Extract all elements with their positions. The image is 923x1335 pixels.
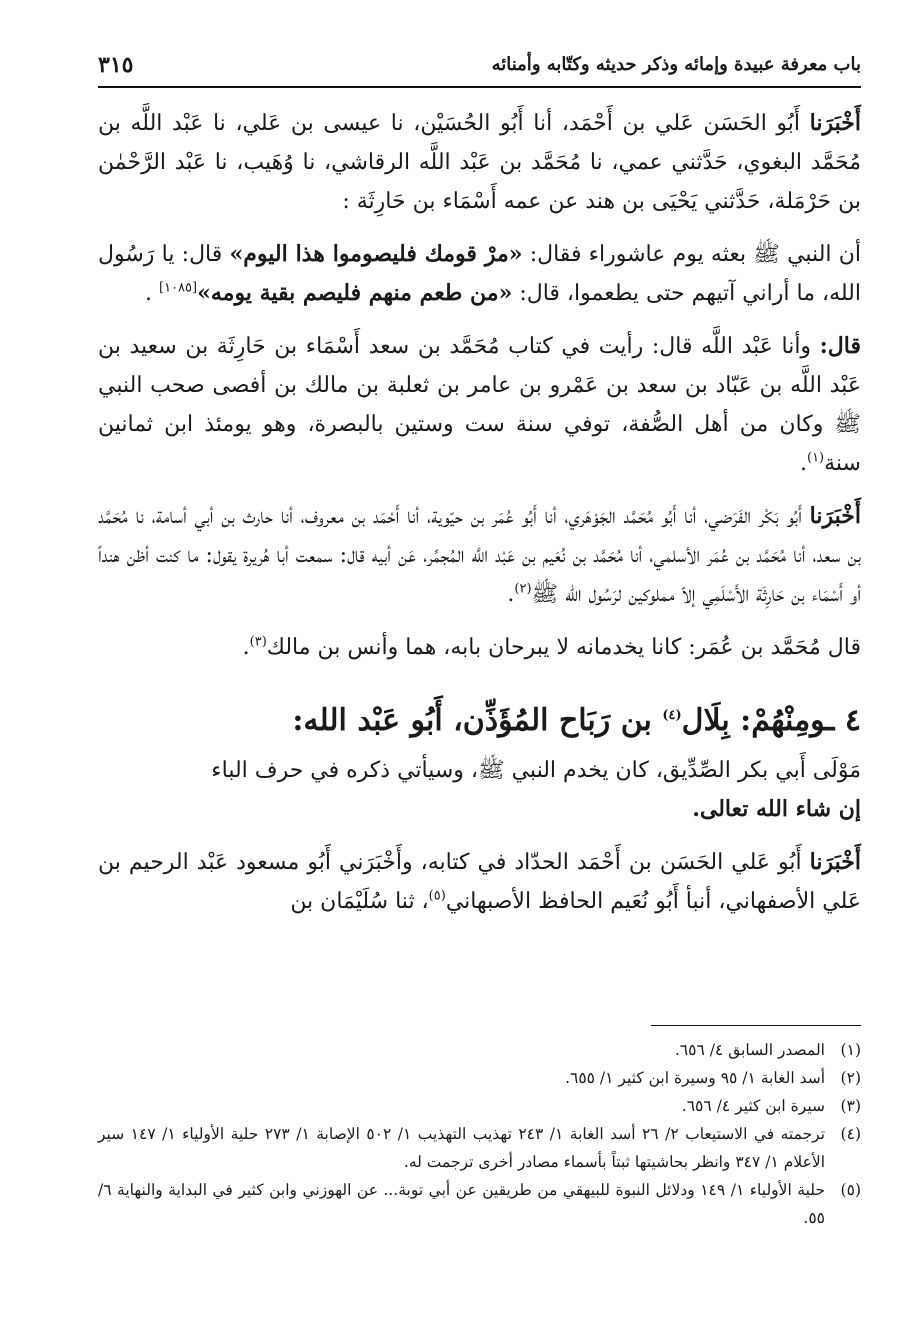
section-heading-text-a: ومِنْهُمْ: بِلَال (681, 703, 826, 738)
footnote-ref-4: (٤) (662, 708, 682, 723)
footnote-ref-3: (٣) (249, 634, 267, 650)
footnote (98, 1176, 861, 1232)
footnotes-section (98, 1025, 861, 1232)
footnote-number: (٣) (840, 1097, 861, 1115)
paragraph-2-text-a: أن النبي ﷺ بعثه يوم عاشوراء فقال: (522, 242, 861, 267)
paragraph-7-end: ، ثنا سُلَيْمَان بن (290, 889, 429, 914)
hadith-quote-2: «من طعم منهم فليصم بقية يومه» (197, 280, 513, 306)
footnote-text: ترجمته في الاستيعاب ٢/ ٢٦ أسد الغابة ١/ ٢٤٣ تهذيب التهذيب ١/ ٥٠٢ الإصابة ١/ ٢٧٣ حلية الأولياء ١/ ١٤٧ سير الأعلام ١/ ٣٤٧ وانظر بحاشيتها ثبتاً بأسماء مصادر أخرى ترجمت له. (98, 1125, 826, 1171)
footnote (98, 1036, 861, 1064)
footnote-number: (١) (840, 1041, 861, 1059)
footnote-text: المصدر السابق ٤/ ٦٥٦. (674, 1041, 825, 1059)
paragraph-5 (98, 628, 861, 667)
paragraph-3-end: . (799, 451, 807, 476)
section-heading-text-b: بن رَبَاح المُؤَذِّن، أَبُو عَبْد الله: (292, 703, 663, 738)
footnote-ref-2: (٢) (514, 581, 532, 597)
paragraph-7 (98, 843, 861, 921)
paragraph-7-lead: أَخْبَرَنا (809, 849, 861, 875)
footnote (98, 1064, 861, 1092)
footnote-text: سيرة ابن كثير ٤/ ٦٥٦. (681, 1097, 825, 1115)
paragraph-1-text: أَبُو الحَسَن عَلي بن أَحْمَد، أنا أَبُو الحُسَيْن، نا عيسى بن عَلي، نا عَبْد اللَّه بن مُحَمَّد البغوي، حَدَّثني عمي، نا مُحَمَّد بن عَبْد اللَّه الرقاشي، نا وُهَيب، نا عَبْد الرَّحْمٰن بن حَرْمَلة، حَدَّثني يَحْيَى بن هند عن عمه أَسْمَاء بن حَارِثَة : (98, 111, 861, 214)
paragraph-1-lead: أَخْبَرَنا (809, 110, 861, 136)
paragraph-2-text-b: قال: يا رَسُول الله، ما أراني آتيهم حتى يطعموا، قال: (98, 242, 861, 306)
footnote-text: أسد الغابة ١/ ٩٥ وسيرة ابن كثير ١/ ٦٥٥. (565, 1069, 825, 1087)
footnote-number: (٢) (840, 1069, 861, 1087)
footnote-ref-5: (٥) (428, 888, 446, 904)
paragraph-3 (98, 327, 861, 483)
paragraph-7-text: أَبُو عَلي الحَسَن بن أَحْمَد الحدّاد في كتابه، وأَخْبَرَني أَبُو مسعود عَبْد الرحيم بن عَلي الأصفهاني، أنبأ أَبُو نُعَيم الحافظ الأصبهاني (98, 850, 861, 914)
footnote (98, 1120, 861, 1176)
paragraph-3-text: وأنا عَبْد اللَّه قال: رأيت في كتاب مُحَمَّد بن سعد أَسْمَاء بن حَارِثَة بن سعيد بن عَبْد اللَّه بن عَبّاد بن سعد بن عَمْرو بن عامر بن ثعلبة بن مالك بن أفصى صحب النبي ﷺ وكان من أهل الصُّفة، توفي سنة ست وستين بالبصرة، وهو يومئذ ابن ثمانين سنة (98, 334, 861, 476)
paragraph-5-end: . (242, 635, 250, 660)
paragraph-4-lead: أَخْبَرَنا (809, 503, 861, 529)
section-number: ٤ ـ (825, 703, 861, 738)
paragraph-1 (98, 104, 861, 221)
paragraph-4-end: . (507, 582, 515, 607)
paragraph-6-text: مَوْلَى أَبي بكر الصِّدِّيق، كان يخدم النبي ﷺ، وسيأتي ذكره في حرف الباء (211, 758, 861, 783)
paragraph-4 (98, 497, 861, 614)
footnote-ref-1: (١) (806, 450, 825, 466)
footnote-number: (٤) (840, 1125, 861, 1143)
running-title: باب معرفة عبيدة وإمائه وذكر حديثه وكتّابه وأمنائه (491, 54, 861, 75)
paragraph-6 (98, 751, 861, 829)
main-text (98, 104, 861, 921)
footnote (98, 1092, 861, 1120)
footnote-divider (651, 1025, 861, 1026)
footnote-text: حلية الأولياء ١/ ١٤٩ ودلائل النبوة للبيهقي من طريقين عن أبي توبة... عن الهوزني وابن كثير في البداية والنهاية ٦/ ٥٥. (98, 1181, 825, 1227)
hadith-reference-number: [١٠٨٥] (159, 280, 198, 296)
paragraph-3-lead: قال: (819, 333, 861, 359)
page-number: ٣١٥ (98, 52, 134, 78)
page-header (98, 48, 861, 88)
paragraph-2-end: . (145, 281, 160, 306)
paragraph-4-text: أَبُو بَكْر الفَرَضي، أنا أَبُو مُحَمَّد الجَوْهَري، أنا أَبُو عُمَر بن حيّوية، أنا أَحْمَد بن معروف، أنا حارث بن أبي أسامة، نا مُحَمَّد بن سعد، أنا مُحَمَّد بن عُمَر الأسلمي، أنا مُحَمَّد بن نُعَيم بن عَبْد اللَّه المُجمِّر، عَن أبيه قال: سمعت أبا هُريرة يقول: ما كنت أظن هنداً أو أَسْمَاء بن حَارِثَة الأَسْلَمِي إلاّ مملوكين لرَسُول الله ﷺ (98, 504, 861, 607)
paragraph-2 (98, 235, 861, 313)
paragraph-5-text: قال مُحَمَّد بن عُمَر: كانا يخدمانه لا يبرحان بابه، هما وأنس بن مالك (266, 635, 861, 660)
paragraph-6-text-b: إن شاء الله تعالى. (692, 796, 861, 822)
section-heading (98, 695, 861, 747)
hadith-quote-1: «مرْ قومك فليصوموا هذا اليوم» (229, 241, 523, 267)
footnote-number: (٥) (840, 1181, 861, 1199)
